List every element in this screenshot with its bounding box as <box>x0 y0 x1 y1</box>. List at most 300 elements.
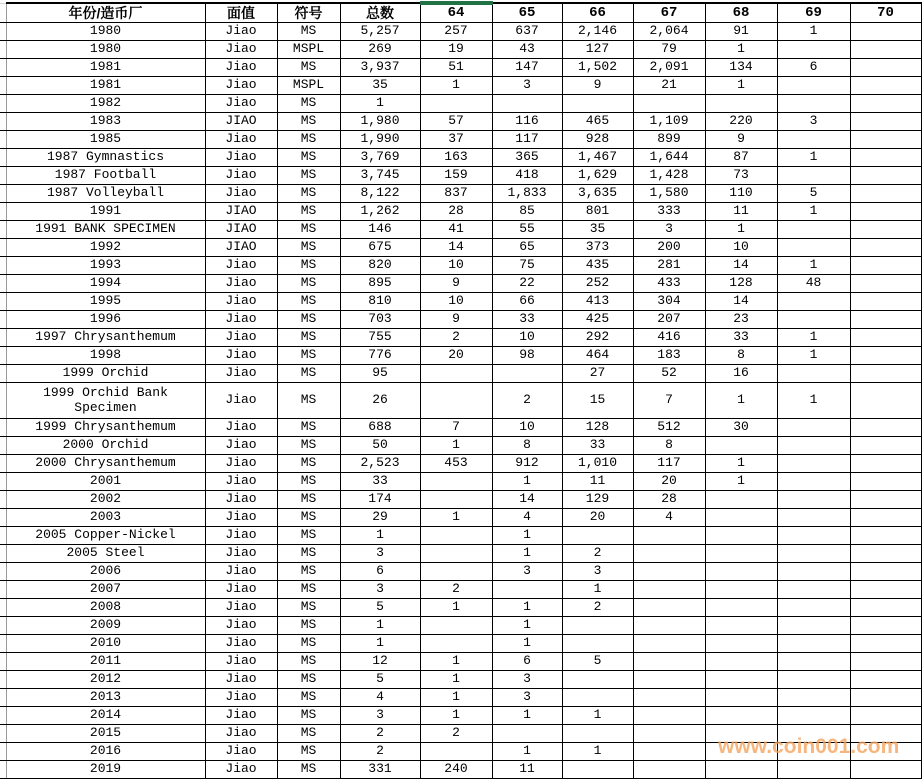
value-cell[interactable] <box>850 760 921 778</box>
value-cell[interactable]: 134 <box>705 58 777 76</box>
value-cell[interactable] <box>420 472 492 490</box>
value-cell[interactable] <box>850 112 921 130</box>
value-cell[interactable]: JIAO <box>205 238 277 256</box>
value-cell[interactable] <box>705 562 777 580</box>
value-cell[interactable]: MS <box>277 490 340 508</box>
value-cell[interactable] <box>777 76 850 94</box>
value-cell[interactable] <box>850 148 921 166</box>
year-mint-cell[interactable]: 2006 <box>6 562 205 580</box>
value-cell[interactable]: MS <box>277 256 340 274</box>
value-cell[interactable] <box>633 652 705 670</box>
value-cell[interactable]: Jiao <box>205 40 277 58</box>
value-cell[interactable]: 79 <box>633 40 705 58</box>
value-cell[interactable]: 1 <box>705 76 777 94</box>
value-cell[interactable]: Jiao <box>205 490 277 508</box>
year-mint-cell[interactable]: 1991 <box>6 202 205 220</box>
value-cell[interactable] <box>777 418 850 436</box>
value-cell[interactable]: 117 <box>492 130 562 148</box>
value-cell[interactable]: 11 <box>492 760 562 778</box>
value-cell[interactable]: 2 <box>420 328 492 346</box>
value-cell[interactable]: 1 <box>777 346 850 364</box>
value-cell[interactable] <box>850 670 921 688</box>
col-header-grade-69[interactable]: 69 <box>777 3 850 22</box>
value-cell[interactable]: 416 <box>633 328 705 346</box>
value-cell[interactable]: 2 <box>340 742 420 760</box>
value-cell[interactable]: 810 <box>340 292 420 310</box>
value-cell[interactable]: 1 <box>420 688 492 706</box>
value-cell[interactable] <box>850 310 921 328</box>
value-cell[interactable] <box>777 166 850 184</box>
value-cell[interactable]: 1 <box>492 544 562 562</box>
value-cell[interactable] <box>777 490 850 508</box>
value-cell[interactable]: MS <box>277 418 340 436</box>
value-cell[interactable] <box>777 760 850 778</box>
year-mint-cell[interactable]: 1999 Chrysanthemum <box>6 418 205 436</box>
value-cell[interactable] <box>850 724 921 742</box>
value-cell[interactable]: 413 <box>562 292 633 310</box>
value-cell[interactable] <box>705 580 777 598</box>
value-cell[interactable] <box>850 76 921 94</box>
value-cell[interactable]: 20 <box>420 346 492 364</box>
col-header-symbol[interactable]: 符号 <box>277 3 340 22</box>
value-cell[interactable]: 3 <box>492 688 562 706</box>
value-cell[interactable]: 1,010 <box>562 454 633 472</box>
value-cell[interactable]: 12 <box>340 652 420 670</box>
value-cell[interactable]: MS <box>277 328 340 346</box>
year-mint-cell[interactable]: 2014 <box>6 706 205 724</box>
value-cell[interactable]: 26 <box>340 382 420 418</box>
value-cell[interactable]: 174 <box>340 490 420 508</box>
value-cell[interactable] <box>777 310 850 328</box>
value-cell[interactable]: 1,644 <box>633 148 705 166</box>
value-cell[interactable]: 220 <box>705 112 777 130</box>
value-cell[interactable] <box>850 688 921 706</box>
value-cell[interactable] <box>850 94 921 112</box>
value-cell[interactable]: 1 <box>562 742 633 760</box>
value-cell[interactable] <box>633 688 705 706</box>
value-cell[interactable]: 1 <box>420 706 492 724</box>
value-cell[interactable]: Jiao <box>205 292 277 310</box>
value-cell[interactable]: 1 <box>562 580 633 598</box>
value-cell[interactable]: 1 <box>777 382 850 418</box>
value-cell[interactable]: 512 <box>633 418 705 436</box>
value-cell[interactable]: 912 <box>492 454 562 472</box>
year-mint-cell[interactable]: 1981 <box>6 76 205 94</box>
value-cell[interactable]: 14 <box>705 256 777 274</box>
value-cell[interactable] <box>492 580 562 598</box>
value-cell[interactable]: 8 <box>705 346 777 364</box>
value-cell[interactable]: MS <box>277 130 340 148</box>
value-cell[interactable] <box>777 706 850 724</box>
value-cell[interactable]: Jiao <box>205 580 277 598</box>
value-cell[interactable] <box>420 382 492 418</box>
value-cell[interactable] <box>850 328 921 346</box>
value-cell[interactable]: 3 <box>633 220 705 238</box>
value-cell[interactable]: 33 <box>705 328 777 346</box>
value-cell[interactable]: 373 <box>562 238 633 256</box>
value-cell[interactable]: 1,502 <box>562 58 633 76</box>
value-cell[interactable]: MS <box>277 58 340 76</box>
value-cell[interactable] <box>705 742 777 760</box>
value-cell[interactable] <box>633 544 705 562</box>
value-cell[interactable]: 10 <box>420 256 492 274</box>
value-cell[interactable]: 16 <box>705 364 777 382</box>
year-mint-cell[interactable]: 1982 <box>6 94 205 112</box>
value-cell[interactable]: 1 <box>340 526 420 544</box>
value-cell[interactable]: 35 <box>340 76 420 94</box>
value-cell[interactable]: Jiao <box>205 616 277 634</box>
year-mint-cell[interactable]: 1999 Orchid <box>6 364 205 382</box>
value-cell[interactable]: 183 <box>633 346 705 364</box>
value-cell[interactable]: 899 <box>633 130 705 148</box>
value-cell[interactable]: 2 <box>562 544 633 562</box>
value-cell[interactable]: 117 <box>633 454 705 472</box>
value-cell[interactable]: 304 <box>633 292 705 310</box>
value-cell[interactable] <box>777 526 850 544</box>
value-cell[interactable]: 4 <box>492 508 562 526</box>
value-cell[interactable] <box>850 40 921 58</box>
value-cell[interactable] <box>850 706 921 724</box>
year-mint-cell[interactable]: 2009 <box>6 616 205 634</box>
year-mint-cell[interactable]: 1987 Football <box>6 166 205 184</box>
value-cell[interactable]: MS <box>277 562 340 580</box>
value-cell[interactable] <box>850 364 921 382</box>
value-cell[interactable]: Jiao <box>205 130 277 148</box>
value-cell[interactable] <box>777 598 850 616</box>
year-mint-cell[interactable]: 2013 <box>6 688 205 706</box>
year-mint-cell[interactable]: 1994 <box>6 274 205 292</box>
value-cell[interactable]: 22 <box>492 274 562 292</box>
value-cell[interactable]: Jiao <box>205 274 277 292</box>
value-cell[interactable] <box>633 670 705 688</box>
value-cell[interactable] <box>420 616 492 634</box>
value-cell[interactable]: 20 <box>562 508 633 526</box>
year-mint-cell[interactable]: 1992 <box>6 238 205 256</box>
value-cell[interactable] <box>850 22 921 40</box>
value-cell[interactable]: MS <box>277 202 340 220</box>
value-cell[interactable] <box>777 688 850 706</box>
value-cell[interactable]: 1 <box>340 634 420 652</box>
value-cell[interactable]: 3 <box>340 706 420 724</box>
value-cell[interactable] <box>850 562 921 580</box>
value-cell[interactable]: 207 <box>633 310 705 328</box>
value-cell[interactable]: MS <box>277 292 340 310</box>
value-cell[interactable]: Jiao <box>205 760 277 778</box>
value-cell[interactable]: Jiao <box>205 472 277 490</box>
value-cell[interactable]: Jiao <box>205 22 277 40</box>
value-cell[interactable]: MS <box>277 166 340 184</box>
value-cell[interactable]: 8 <box>633 436 705 454</box>
value-cell[interactable] <box>633 760 705 778</box>
year-mint-cell[interactable]: 2015 <box>6 724 205 742</box>
value-cell[interactable]: 87 <box>705 148 777 166</box>
value-cell[interactable]: 1 <box>492 634 562 652</box>
value-cell[interactable]: 20 <box>633 472 705 490</box>
value-cell[interactable] <box>850 508 921 526</box>
value-cell[interactable]: 776 <box>340 346 420 364</box>
value-cell[interactable]: 1 <box>340 616 420 634</box>
value-cell[interactable] <box>850 238 921 256</box>
value-cell[interactable]: 1 <box>777 256 850 274</box>
value-cell[interactable] <box>420 634 492 652</box>
value-cell[interactable]: MSPL <box>277 40 340 58</box>
value-cell[interactable] <box>777 742 850 760</box>
value-cell[interactable] <box>420 94 492 112</box>
value-cell[interactable]: 37 <box>420 130 492 148</box>
value-cell[interactable] <box>420 742 492 760</box>
value-cell[interactable]: 464 <box>562 346 633 364</box>
year-mint-cell[interactable]: 1999 Orchid Bank Specimen <box>6 382 205 418</box>
value-cell[interactable] <box>850 436 921 454</box>
value-cell[interactable]: 10 <box>492 328 562 346</box>
value-cell[interactable] <box>850 382 921 418</box>
year-mint-cell[interactable]: 2003 <box>6 508 205 526</box>
value-cell[interactable]: 1 <box>705 382 777 418</box>
value-cell[interactable] <box>777 94 850 112</box>
year-mint-cell[interactable]: 1985 <box>6 130 205 148</box>
value-cell[interactable]: MS <box>277 364 340 382</box>
value-cell[interactable]: 675 <box>340 238 420 256</box>
value-cell[interactable]: 3,635 <box>562 184 633 202</box>
value-cell[interactable]: Jiao <box>205 58 277 76</box>
year-mint-cell[interactable]: 1980 <box>6 40 205 58</box>
value-cell[interactable] <box>420 490 492 508</box>
value-cell[interactable]: 1 <box>420 436 492 454</box>
value-cell[interactable]: Jiao <box>205 508 277 526</box>
value-cell[interactable]: 928 <box>562 130 633 148</box>
value-cell[interactable]: 200 <box>633 238 705 256</box>
value-cell[interactable]: 29 <box>340 508 420 526</box>
value-cell[interactable] <box>705 688 777 706</box>
value-cell[interactable]: 98 <box>492 346 562 364</box>
value-cell[interactable] <box>633 616 705 634</box>
value-cell[interactable] <box>850 256 921 274</box>
value-cell[interactable]: 1 <box>777 202 850 220</box>
value-cell[interactable]: 5 <box>562 652 633 670</box>
value-cell[interactable]: MS <box>277 436 340 454</box>
value-cell[interactable]: 14 <box>420 238 492 256</box>
value-cell[interactable]: Jiao <box>205 562 277 580</box>
value-cell[interactable]: MS <box>277 760 340 778</box>
value-cell[interactable] <box>705 490 777 508</box>
value-cell[interactable]: Jiao <box>205 742 277 760</box>
value-cell[interactable]: 433 <box>633 274 705 292</box>
value-cell[interactable]: 9 <box>420 274 492 292</box>
year-mint-cell[interactable]: 1987 Volleyball <box>6 184 205 202</box>
value-cell[interactable] <box>492 364 562 382</box>
value-cell[interactable]: 10 <box>705 238 777 256</box>
value-cell[interactable]: 240 <box>420 760 492 778</box>
value-cell[interactable] <box>705 670 777 688</box>
value-cell[interactable] <box>562 760 633 778</box>
value-cell[interactable]: 116 <box>492 112 562 130</box>
value-cell[interactable]: 3 <box>492 76 562 94</box>
value-cell[interactable] <box>850 544 921 562</box>
value-cell[interactable] <box>633 598 705 616</box>
year-mint-cell[interactable]: 1991 BANK SPECIMEN <box>6 220 205 238</box>
year-mint-cell[interactable]: 1987 Gymnastics <box>6 148 205 166</box>
value-cell[interactable] <box>777 580 850 598</box>
value-cell[interactable]: MS <box>277 94 340 112</box>
value-cell[interactable] <box>850 490 921 508</box>
value-cell[interactable] <box>850 526 921 544</box>
value-cell[interactable]: MS <box>277 184 340 202</box>
value-cell[interactable]: 1 <box>492 598 562 616</box>
value-cell[interactable]: 3 <box>492 562 562 580</box>
value-cell[interactable] <box>850 58 921 76</box>
value-cell[interactable]: 127 <box>562 40 633 58</box>
value-cell[interactable] <box>777 724 850 742</box>
value-cell[interactable] <box>850 130 921 148</box>
value-cell[interactable]: MS <box>277 526 340 544</box>
value-cell[interactable]: 28 <box>420 202 492 220</box>
value-cell[interactable]: MS <box>277 652 340 670</box>
value-cell[interactable]: 3 <box>777 112 850 130</box>
value-cell[interactable]: MS <box>277 238 340 256</box>
value-cell[interactable]: Jiao <box>205 436 277 454</box>
value-cell[interactable] <box>562 634 633 652</box>
value-cell[interactable]: 2 <box>420 580 492 598</box>
value-cell[interactable]: 14 <box>492 490 562 508</box>
year-mint-cell[interactable]: 2000 Chrysanthemum <box>6 454 205 472</box>
value-cell[interactable]: 465 <box>562 112 633 130</box>
value-cell[interactable] <box>850 418 921 436</box>
col-header-grade-65[interactable]: 65 <box>492 3 562 22</box>
value-cell[interactable]: 9 <box>420 310 492 328</box>
value-cell[interactable]: 1 <box>705 454 777 472</box>
value-cell[interactable] <box>705 436 777 454</box>
value-cell[interactable]: 3,937 <box>340 58 420 76</box>
value-cell[interactable]: Jiao <box>205 634 277 652</box>
value-cell[interactable]: 41 <box>420 220 492 238</box>
value-cell[interactable]: MS <box>277 670 340 688</box>
value-cell[interactable]: 3,745 <box>340 166 420 184</box>
value-cell[interactable] <box>705 508 777 526</box>
value-cell[interactable]: 2,064 <box>633 22 705 40</box>
value-cell[interactable]: 257 <box>420 22 492 40</box>
value-cell[interactable]: Jiao <box>205 724 277 742</box>
value-cell[interactable]: 75 <box>492 256 562 274</box>
value-cell[interactable]: 5 <box>340 598 420 616</box>
col-header-grade-66[interactable]: 66 <box>562 3 633 22</box>
value-cell[interactable] <box>777 436 850 454</box>
value-cell[interactable]: 1 <box>705 220 777 238</box>
value-cell[interactable]: 3,769 <box>340 148 420 166</box>
col-header-grade-70[interactable]: 70 <box>850 3 921 22</box>
value-cell[interactable]: MS <box>277 472 340 490</box>
value-cell[interactable]: 895 <box>340 274 420 292</box>
value-cell[interactable]: 4 <box>633 508 705 526</box>
value-cell[interactable]: 703 <box>340 310 420 328</box>
value-cell[interactable] <box>777 508 850 526</box>
value-cell[interactable]: 159 <box>420 166 492 184</box>
value-cell[interactable]: 435 <box>562 256 633 274</box>
value-cell[interactable]: MS <box>277 706 340 724</box>
value-cell[interactable]: Jiao <box>205 328 277 346</box>
value-cell[interactable]: 1 <box>420 508 492 526</box>
value-cell[interactable]: 9 <box>562 76 633 94</box>
value-cell[interactable]: MS <box>277 22 340 40</box>
value-cell[interactable] <box>705 94 777 112</box>
value-cell[interactable]: 1 <box>492 526 562 544</box>
value-cell[interactable] <box>850 184 921 202</box>
value-cell[interactable]: MS <box>277 580 340 598</box>
value-cell[interactable]: 3 <box>492 670 562 688</box>
value-cell[interactable]: 1 <box>492 616 562 634</box>
value-cell[interactable] <box>633 580 705 598</box>
year-mint-cell[interactable]: 2011 <box>6 652 205 670</box>
value-cell[interactable]: MS <box>277 724 340 742</box>
value-cell[interactable] <box>850 274 921 292</box>
value-cell[interactable] <box>705 616 777 634</box>
value-cell[interactable]: Jiao <box>205 688 277 706</box>
col-header-total[interactable]: 总数 <box>340 3 420 22</box>
value-cell[interactable]: 27 <box>562 364 633 382</box>
value-cell[interactable] <box>850 616 921 634</box>
year-mint-cell[interactable]: 1980 <box>6 22 205 40</box>
value-cell[interactable]: Jiao <box>205 76 277 94</box>
value-cell[interactable]: 1 <box>492 742 562 760</box>
value-cell[interactable]: MS <box>277 148 340 166</box>
value-cell[interactable] <box>562 526 633 544</box>
year-mint-cell[interactable]: 1981 <box>6 58 205 76</box>
value-cell[interactable] <box>562 688 633 706</box>
value-cell[interactable]: 33 <box>340 472 420 490</box>
col-header-grade-64[interactable] <box>420 3 492 22</box>
year-mint-cell[interactable]: 2016 <box>6 742 205 760</box>
value-cell[interactable]: 128 <box>562 418 633 436</box>
value-cell[interactable]: 33 <box>492 310 562 328</box>
year-mint-cell[interactable]: 1995 <box>6 292 205 310</box>
year-mint-cell[interactable]: 2001 <box>6 472 205 490</box>
value-cell[interactable]: MS <box>277 742 340 760</box>
value-cell[interactable] <box>850 652 921 670</box>
value-cell[interactable] <box>420 364 492 382</box>
value-cell[interactable] <box>420 526 492 544</box>
value-cell[interactable]: 1 <box>420 598 492 616</box>
value-cell[interactable]: 2,146 <box>562 22 633 40</box>
year-mint-cell[interactable]: 1983 <box>6 112 205 130</box>
value-cell[interactable] <box>777 562 850 580</box>
value-cell[interactable]: 147 <box>492 58 562 76</box>
value-cell[interactable]: 1 <box>705 40 777 58</box>
col-header-year-mint[interactable]: 年份/造币厂 <box>6 3 205 22</box>
value-cell[interactable]: 19 <box>420 40 492 58</box>
value-cell[interactable]: Jiao <box>205 544 277 562</box>
value-cell[interactable]: 15 <box>562 382 633 418</box>
value-cell[interactable] <box>777 634 850 652</box>
value-cell[interactable] <box>777 454 850 472</box>
value-cell[interactable]: 2 <box>492 382 562 418</box>
value-cell[interactable] <box>850 598 921 616</box>
value-cell[interactable]: MS <box>277 310 340 328</box>
year-mint-cell[interactable]: 2012 <box>6 670 205 688</box>
value-cell[interactable]: MS <box>277 598 340 616</box>
value-cell[interactable]: 11 <box>562 472 633 490</box>
value-cell[interactable] <box>850 742 921 760</box>
value-cell[interactable]: 1 <box>777 328 850 346</box>
value-cell[interactable]: 129 <box>562 490 633 508</box>
value-cell[interactable] <box>777 292 850 310</box>
value-cell[interactable]: 52 <box>633 364 705 382</box>
value-cell[interactable] <box>562 94 633 112</box>
value-cell[interactable] <box>777 130 850 148</box>
value-cell[interactable]: 1,990 <box>340 130 420 148</box>
value-cell[interactable] <box>777 238 850 256</box>
value-cell[interactable] <box>420 562 492 580</box>
value-cell[interactable]: 453 <box>420 454 492 472</box>
value-cell[interactable]: 1 <box>340 94 420 112</box>
